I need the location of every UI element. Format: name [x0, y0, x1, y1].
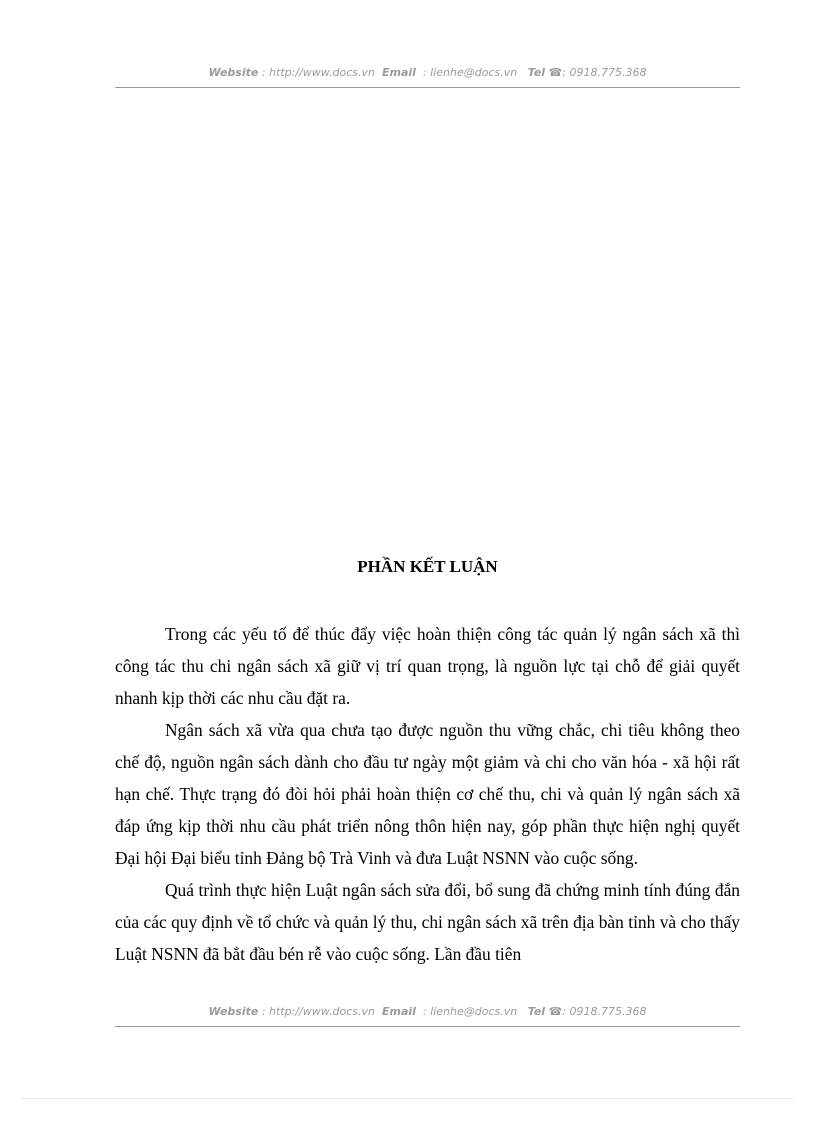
footer-email-label: Email	[382, 1005, 416, 1018]
paragraph-2: Ngân sách xã vừa qua chưa tạo được nguồn thu vững chắc, chi tiêu không theo chế độ, nguồn ngân sách dành cho đầu tư ngày một giảm và chi cho văn hóa - xã hội rất hạn chế. Thực trạng đó đòi hỏi phải hoàn thiện cơ chế thu, chi và quản lý ngân sách xã đáp ứng kịp thời nhu cầu phát triển nông thôn hiện nay, góp phần thực hiện nghị quyết Đại hội Đại biểu tỉnh Đảng bộ Trà Vinh và đưa Luật NSNN vào cuộc sống.	[115, 720, 740, 868]
footer-rule	[115, 1026, 740, 1027]
footer-website-label: Website	[208, 1005, 259, 1018]
footer-email-link[interactable]: : lienhe@docs.vn	[422, 1005, 518, 1018]
footer-website-link[interactable]: : http://www.docs.vn	[261, 1005, 376, 1018]
phone-icon: ☎	[548, 66, 563, 79]
footer-tel-value: : 0918.775.368	[562, 1005, 647, 1018]
header-rule	[115, 87, 740, 88]
header-contact-line	[115, 66, 740, 80]
page-footer	[115, 1005, 740, 1027]
page-title: PHẦN KẾT LUẬN	[357, 557, 498, 576]
footer-contact-line	[115, 1005, 740, 1019]
paragraph-1: Trong các yếu tố để thúc đẩy việc hoàn thiện công tác quản lý ngân sách xã thì công tác thu chi ngân sách xã giữ vị trí quan trọng, là nguồn lực tại chỗ để giải quyết nhanh kịp thời các nhu cầu đặt ra.	[115, 624, 740, 708]
header-email-label: Email	[382, 66, 416, 79]
paragraph-3: Quá trình thực hiện Luật ngân sách sửa đổi, bổ sung đã chứng minh tính đúng đắn của các quy định về tổ chức và quản lý thu, chi ngân sách xã trên địa bàn tỉnh và cho thấy Luật NSNN đã bắt đầu bén rễ vào cuộc sống. Lần đầu tiên	[115, 880, 740, 964]
page-header	[115, 66, 740, 88]
header-website-link[interactable]: : http://www.docs.vn	[261, 66, 376, 79]
header-tel-value: : 0918.775.368	[562, 66, 647, 79]
phone-icon: ☎	[548, 1005, 563, 1018]
header-email-link[interactable]: : lienhe@docs.vn	[422, 66, 518, 79]
header-website-label: Website	[208, 66, 259, 79]
page-bottom-divider	[22, 1098, 794, 1099]
header-tel-label: Tel	[527, 66, 546, 79]
document-body	[115, 618, 740, 970]
footer-tel-label: Tel	[527, 1005, 546, 1018]
